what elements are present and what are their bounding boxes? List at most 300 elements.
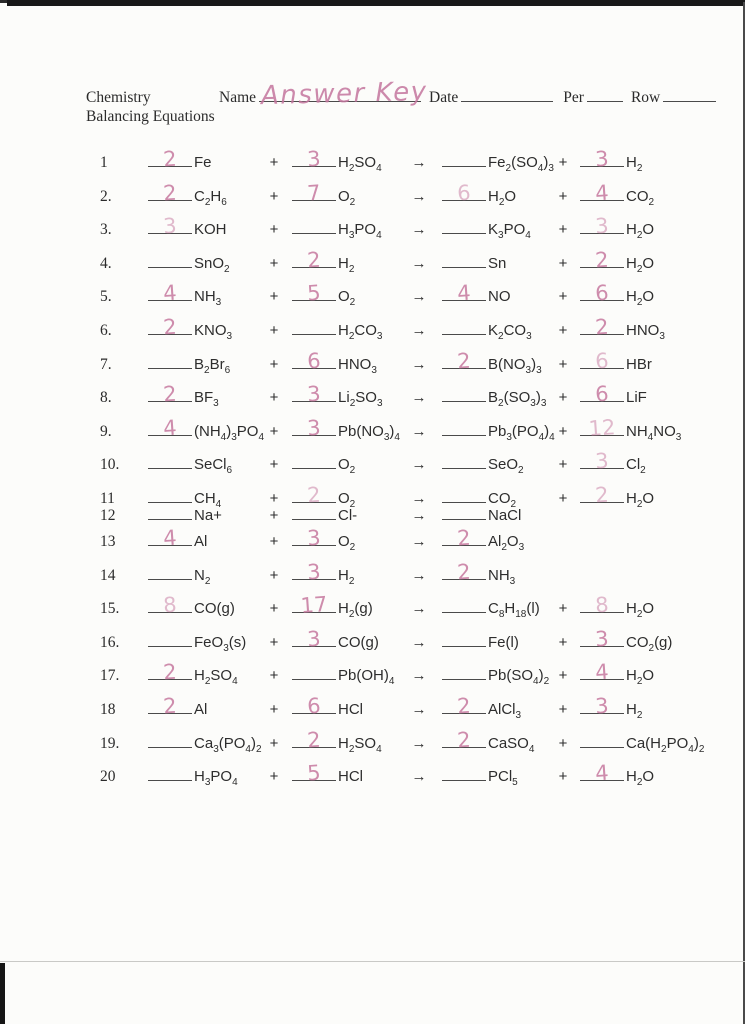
equation-term <box>442 218 546 241</box>
plus-symbol: + <box>558 633 568 651</box>
handwritten-coefficient: 4 <box>594 180 610 206</box>
handwritten-coefficient: 2 <box>456 727 472 752</box>
equation-row <box>92 659 709 698</box>
handwritten-coefficient: 2 <box>456 525 472 551</box>
equation-row <box>92 760 709 799</box>
answer-blank <box>442 386 486 402</box>
per-blank <box>587 86 623 102</box>
chemical-formula: SeO$_2$ <box>488 456 524 477</box>
handwritten-coefficient: 6 <box>594 348 610 374</box>
equation-term <box>148 592 256 618</box>
equation-row <box>92 626 709 665</box>
answer-blank <box>292 525 336 551</box>
equation-term <box>580 280 709 309</box>
row-number: 9. <box>100 422 112 440</box>
answer-blank <box>580 381 624 407</box>
answer-blank <box>292 760 336 786</box>
equation-term <box>580 482 709 510</box>
answer-blank <box>292 381 336 407</box>
equation-term <box>442 319 546 342</box>
chemical-formula: $CO_2$ <box>626 187 655 208</box>
answer-blank <box>148 353 192 369</box>
answer-blank <box>442 664 486 680</box>
equation-term <box>148 146 256 172</box>
equation-row <box>92 592 709 631</box>
equation-term <box>580 448 709 477</box>
row-number: 2. <box>100 187 112 205</box>
chemical-formula: $H_3PO_4$ <box>194 768 238 789</box>
answer-blank <box>580 626 624 652</box>
equation-term <box>148 525 256 551</box>
chemical-formula: $H_2O$ <box>626 768 655 789</box>
row-number: 1 <box>100 154 108 171</box>
answer-blank <box>292 280 336 306</box>
arrow-symbol: → <box>411 154 427 171</box>
answer-blank <box>580 180 624 206</box>
chemical-formula: $Al_2O_3$ <box>488 532 525 553</box>
chemical-formula: $HNO_3$ <box>626 321 665 342</box>
chemical-formula: NaCl <box>488 506 522 524</box>
chemical-formula: $B(NO_3)_3$ <box>488 355 542 376</box>
answer-blank <box>580 760 624 786</box>
arrow-symbol: → <box>411 254 427 272</box>
row-number: 18 <box>100 700 116 718</box>
chemical-formula: $CO_2(g)$ <box>626 633 673 654</box>
handwritten-coefficient: 4 <box>162 415 178 441</box>
handwritten-coefficient: 17 <box>299 592 329 619</box>
handwritten-name: Answer Key <box>260 76 428 112</box>
equation-term <box>580 626 709 654</box>
answer-blank <box>580 247 624 273</box>
equation-term <box>442 693 546 721</box>
handwritten-coefficient: 3 <box>594 448 610 474</box>
answer-blank <box>148 280 192 306</box>
equation-term <box>148 213 256 239</box>
chemical-formula: $BF_3$ <box>194 389 219 410</box>
plus-symbol: + <box>558 154 568 171</box>
equation-term <box>148 180 256 208</box>
row-number: 20 <box>100 768 116 786</box>
plus-symbol: + <box>558 489 568 507</box>
answer-blank <box>292 664 336 680</box>
chemical-formula: $H_3PO_4$ <box>338 221 382 242</box>
plus-symbol: + <box>558 768 568 786</box>
plus-symbol: + <box>558 600 568 618</box>
answer-blank <box>292 348 336 374</box>
answer-blank <box>148 180 192 206</box>
handwritten-coefficient: 5 <box>306 760 322 786</box>
equation-term <box>292 693 396 719</box>
row-number: 8. <box>100 389 112 407</box>
answer-blank <box>442 348 486 374</box>
arrow-symbol: → <box>411 187 427 205</box>
plus-symbol: + <box>558 288 568 306</box>
plus-symbol: + <box>269 389 279 407</box>
equation-term <box>148 732 262 755</box>
answer-blank <box>580 659 624 685</box>
equation-row <box>92 482 709 510</box>
arrow-symbol: → <box>411 389 427 407</box>
answer-blank <box>442 151 486 167</box>
plus-symbol: + <box>558 355 568 373</box>
plus-symbol: + <box>269 600 279 618</box>
answer-blank <box>148 659 192 685</box>
chemical-formula: $NH_3$ <box>194 288 222 309</box>
handwritten-coefficient: 3 <box>306 146 322 172</box>
equation-term <box>292 247 396 275</box>
handwritten-coefficient: 4 <box>162 525 178 551</box>
worksheet-subtitle: Balancing Equations <box>86 108 215 126</box>
chemical-formula: $Li_2SO_3$ <box>338 389 383 410</box>
plus-symbol: + <box>269 532 279 550</box>
answer-blank <box>442 280 486 306</box>
handwritten-coefficient: 3 <box>594 626 610 652</box>
chemical-formula: $N_2$ <box>194 566 211 587</box>
equation-term <box>292 381 396 410</box>
handwritten-coefficient: 3 <box>594 693 610 719</box>
scan-artifact-paper-edge-line <box>0 961 745 962</box>
equation-term <box>580 659 709 688</box>
answer-blank <box>292 504 336 520</box>
chemical-formula: LiF <box>626 389 647 407</box>
answer-blank <box>292 727 336 752</box>
chemical-formula: $H_2O$ <box>626 221 655 242</box>
scan-artifact-top-left <box>0 0 7 3</box>
arrow-symbol: → <box>411 506 427 524</box>
answer-blank <box>148 592 192 618</box>
chemical-formula: $H_2$ <box>626 154 643 174</box>
handwritten-coefficient: 2 <box>594 482 610 508</box>
equation-term <box>148 314 256 342</box>
equation-term <box>148 693 256 719</box>
arrow-symbol: → <box>411 566 427 584</box>
equation-term <box>148 564 256 587</box>
row-number: 16. <box>100 633 120 651</box>
date-blank <box>461 86 553 102</box>
answer-blank <box>292 626 336 652</box>
equation-term <box>442 420 555 443</box>
arrow-symbol: → <box>411 768 427 786</box>
answer-blank <box>442 525 486 551</box>
equation-row <box>92 348 709 387</box>
equation-term <box>292 146 396 174</box>
equation-term <box>442 504 546 525</box>
plus-symbol: + <box>269 422 279 440</box>
equation-row <box>92 247 709 286</box>
equation-term <box>580 760 709 789</box>
arrow-symbol: → <box>411 633 427 651</box>
handwritten-coefficient: 4 <box>162 280 178 306</box>
answer-blank <box>442 252 486 268</box>
chemical-formula: $K_3PO_4$ <box>488 221 531 242</box>
chemical-formula: $Cl_2$ <box>626 456 646 477</box>
equation-term <box>580 146 709 174</box>
chemical-formula: $O_2$ <box>338 456 356 477</box>
plus-symbol: + <box>269 321 279 339</box>
equation-row <box>92 381 709 420</box>
answer-blank <box>292 559 336 584</box>
equation-term <box>148 504 256 525</box>
chemical-formula: $O_2$ <box>338 532 356 553</box>
arrow-symbol: → <box>411 600 427 618</box>
equation-term <box>442 348 546 376</box>
answer-blank <box>580 314 624 340</box>
equation-term <box>580 414 709 443</box>
scan-artifact-bottom-left <box>0 963 5 1024</box>
plus-symbol: + <box>269 667 279 685</box>
equation-term <box>148 659 256 688</box>
answer-blank <box>148 732 192 748</box>
answer-blank <box>442 180 486 206</box>
plus-symbol: + <box>269 288 279 306</box>
handwritten-coefficient: 6 <box>594 381 610 407</box>
answer-blank <box>292 453 336 469</box>
answer-blank <box>580 146 624 172</box>
equation-term <box>292 760 396 786</box>
equation-term <box>148 280 256 309</box>
equation-term <box>148 453 256 476</box>
equation-term <box>292 218 396 241</box>
handwritten-coefficient: 2 <box>306 247 322 273</box>
equation-term <box>292 453 396 476</box>
plus-symbol: + <box>558 321 568 339</box>
equation-row <box>92 414 709 454</box>
name-label: Name <box>219 89 257 106</box>
answer-blank <box>292 319 336 335</box>
chemical-formula: HBr <box>626 355 652 373</box>
answer-blank <box>442 693 486 719</box>
equation-term <box>148 353 256 376</box>
equation-term <box>442 180 546 208</box>
answer-blank <box>442 559 486 584</box>
equation-term <box>580 180 709 208</box>
equation-term <box>148 252 256 275</box>
equation-term <box>580 213 709 242</box>
chemical-formula: $CH_4$ <box>194 489 222 510</box>
answer-blank <box>148 415 192 441</box>
chemical-formula: $O_2$ <box>338 489 356 510</box>
equation-term <box>292 280 396 309</box>
equation-term <box>580 348 709 374</box>
chemical-formula: Al <box>194 700 208 718</box>
chemical-formula: $(NH_4)_3PO_4$ <box>194 422 265 443</box>
chemical-formula: $H_2$ <box>338 566 355 587</box>
handwritten-coefficient: 2 <box>456 348 472 374</box>
row-number: 11 <box>100 489 115 507</box>
chemical-formula: $H_2O$ <box>626 600 655 621</box>
row-number: 6. <box>100 321 112 339</box>
row-number: 7. <box>100 355 112 373</box>
chemical-formula: $Pb(SO_4)_2$ <box>488 667 550 688</box>
handwritten-coefficient: 4 <box>594 659 610 685</box>
handwritten-coefficient: 2 <box>162 146 178 172</box>
plus-symbol: + <box>269 154 279 171</box>
chemical-formula: PCl$_5$ <box>488 768 518 789</box>
equation-term <box>442 453 546 476</box>
answer-blank <box>292 482 336 508</box>
chemical-formula: $Ca(H_2PO_4)_2$ <box>626 734 705 755</box>
chemical-formula: FeO$_3$(s) <box>194 633 247 654</box>
equation-row <box>92 213 709 252</box>
handwritten-coefficient: 7 <box>306 180 322 206</box>
row-number: 13 <box>100 532 116 550</box>
answer-blank <box>292 415 336 441</box>
equation-term <box>442 597 546 620</box>
arrow-symbol: → <box>411 355 427 373</box>
chemical-formula: $H_2SO_4$ <box>194 667 238 688</box>
chemical-formula: $H_2(g)$ <box>338 600 373 621</box>
answer-blank <box>148 146 192 172</box>
plus-symbol: + <box>558 389 568 407</box>
plus-symbol: + <box>269 633 279 651</box>
answer-blank <box>292 146 336 172</box>
answer-blank <box>442 765 486 781</box>
handwritten-coefficient: 2 <box>456 559 472 584</box>
chemical-formula: $H_2CO_3$ <box>338 321 383 342</box>
answer-blank <box>580 448 624 474</box>
chemical-formula: CaSO$_4$ <box>488 734 535 755</box>
handwritten-coefficient: 4 <box>594 760 610 786</box>
chemical-formula: $H_2$ <box>338 254 355 275</box>
equation-term <box>442 631 546 652</box>
row-blank <box>663 86 716 102</box>
chemical-formula: HCl <box>338 768 363 786</box>
arrow-symbol: → <box>411 532 427 550</box>
chemical-formula: $H_2O$ <box>626 254 655 275</box>
chemical-formula: $NH_4NO_3$ <box>626 422 682 443</box>
equation-row <box>92 280 709 319</box>
handwritten-coefficient: 5 <box>306 280 322 306</box>
chemical-formula: CO(g) <box>338 633 379 651</box>
handwritten-coefficient: 3 <box>594 213 610 239</box>
row-number: 12 <box>100 506 116 524</box>
chemical-formula: AlCl$_3$ <box>488 700 522 721</box>
equation-row <box>92 448 709 487</box>
equation-term <box>292 180 396 208</box>
row-number: 14 <box>100 566 116 584</box>
answer-blank <box>292 693 336 719</box>
plus-symbol: + <box>269 734 279 752</box>
chemical-formula: $Pb(OH)_4$ <box>338 667 395 688</box>
plus-symbol: + <box>269 187 279 205</box>
chemical-formula: HCl <box>338 700 363 718</box>
handwritten-coefficient: 2 <box>456 693 472 719</box>
chemical-formula: $Pb_3(PO_4)_4$ <box>488 422 555 443</box>
answer-blank <box>580 482 624 508</box>
plus-symbol: + <box>269 700 279 718</box>
arrow-symbol: → <box>411 456 427 474</box>
plus-symbol: + <box>558 254 568 272</box>
equation-term <box>148 415 265 443</box>
chemical-formula: Fe <box>194 154 212 171</box>
answer-blank <box>442 420 486 436</box>
chemical-formula: KOH <box>194 221 227 239</box>
equation-term <box>292 727 396 755</box>
handwritten-coefficient: 4 <box>456 280 472 306</box>
date-label: Date <box>429 89 459 106</box>
answer-blank <box>442 597 486 613</box>
handwritten-coefficient: 3 <box>306 525 322 551</box>
handwritten-coefficient: 3 <box>162 213 178 239</box>
equation-term <box>292 664 396 687</box>
equation-term <box>292 319 396 342</box>
answer-blank <box>442 453 486 469</box>
answer-blank <box>148 765 192 781</box>
equation-row <box>92 180 709 219</box>
equation-row <box>92 727 709 766</box>
handwritten-coefficient: 3 <box>306 626 322 652</box>
equation-row <box>92 559 709 598</box>
handwritten-coefficient: 3 <box>594 146 610 172</box>
chemical-formula: NO <box>488 288 511 306</box>
row-number: 10. <box>100 456 120 474</box>
arrow-symbol: → <box>411 221 427 239</box>
handwritten-coefficient: 3 <box>306 381 322 407</box>
equation-term <box>442 252 546 273</box>
chemical-formula: $O_2$ <box>338 187 356 208</box>
arrow-symbol: → <box>411 422 427 440</box>
handwritten-coefficient: 6 <box>306 348 322 374</box>
equation-term <box>292 504 396 525</box>
chemical-formula: Fe(l) <box>488 633 519 651</box>
chemical-formula: $C_2H_6$ <box>194 187 227 208</box>
plus-symbol: + <box>269 221 279 239</box>
equation-term <box>292 525 396 553</box>
equation-term <box>292 592 396 621</box>
row-number: 15. <box>100 600 120 618</box>
answer-blank <box>580 213 624 239</box>
answer-blank <box>148 693 192 719</box>
chemical-formula: Cl- <box>338 506 358 524</box>
chemical-formula: Na+ <box>194 506 222 524</box>
equation-row <box>92 314 709 353</box>
equation-term <box>580 247 709 275</box>
equation-term <box>580 732 709 755</box>
chemical-formula: $H_2O$ <box>626 489 655 510</box>
handwritten-coefficient: 6 <box>456 180 472 206</box>
equation-term <box>442 664 550 688</box>
row-label: Row <box>630 89 661 106</box>
equation-term <box>442 386 546 409</box>
answer-blank <box>148 453 192 469</box>
chemical-formula: $H_2SO_4$ <box>338 154 382 174</box>
chemical-formula: $H_2SO_4$ <box>338 734 382 755</box>
plus-symbol: + <box>269 566 279 584</box>
equation-term <box>580 592 709 621</box>
answer-blank <box>442 504 486 520</box>
answer-blank <box>148 314 192 340</box>
answer-blank <box>148 525 192 551</box>
answer-blank <box>292 247 336 273</box>
arrow-symbol: → <box>411 734 427 752</box>
course-title-block <box>86 88 219 127</box>
equation-term <box>292 559 396 587</box>
equation-term <box>442 151 554 174</box>
row-number: 5. <box>100 288 112 306</box>
equation-term <box>292 415 400 443</box>
equation-row <box>92 693 709 732</box>
arrow-symbol: → <box>411 321 427 339</box>
equation-term <box>442 559 546 587</box>
equation-term <box>442 280 546 306</box>
scan-artifact-top-edge <box>7 0 745 6</box>
equation-term <box>580 693 709 721</box>
handwritten-coefficient: 12 <box>587 414 617 441</box>
chemical-formula: $B_2Br_6$ <box>194 355 231 376</box>
equation-term <box>292 626 396 652</box>
handwritten-coefficient: 2 <box>594 247 610 273</box>
answer-blank <box>580 732 624 748</box>
